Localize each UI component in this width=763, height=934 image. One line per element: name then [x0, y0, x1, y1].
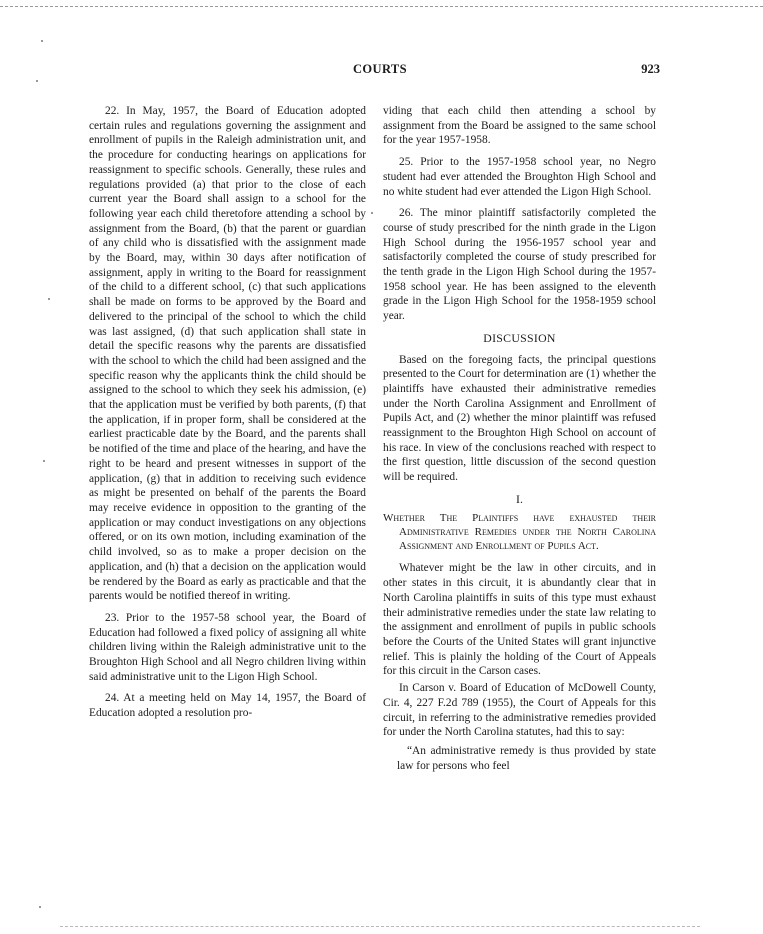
- scan-speck: [36, 80, 38, 82]
- block-quote: “An administrative remedy is thus provided by state law for persons who feel: [397, 744, 656, 772]
- discussion-heading: DISCUSSION: [483, 330, 556, 345]
- scan-speck: [43, 460, 45, 462]
- paragraph-whatever: Whatever might be the law in other circuits, and in other states in this circuit, it is abundantly clear that in North Carolina plaintiffs in suits of this type must exhaust their administrative remedies under the state law relating to the assignment and enrollment of pupils in public schools before the Courts of the United States will grant injunctive relief. This is plainly the holding of the Court of Appeals for this circuit in the Carson cases.: [383, 562, 656, 678]
- left-column: [89, 104, 366, 728]
- running-header-title: COURTS: [352, 62, 408, 76]
- paragraph-24-continued: viding that each child then attending a school by assignment from the Board be assigned to the same school for the year 1957-1958.: [383, 105, 656, 147]
- paragraph-carson: In Carson v. Board of Education of McDowell County, Cir. 4, 227 F.2d 789 (1955), the Court of Appeals for this circuit, in referring to the administrative remedies provided for under the North Carolina statutes, had this to say:: [383, 682, 656, 739]
- paragraph-25: 25. Prior to the 1957-1958 school year, no Negro student had ever attended the Broughton High School and no white student had ever attended the Ligon High School.: [383, 156, 656, 198]
- paragraph-26: 26. The minor plaintiff satisfactorily completed the course of study prescribed for the ninth grade in the Ligon High School during the 1956-1957 school year and satisfactorily completed the course of study prescribed for the tenth grade in the Ligon High School during the 1957-1958 school year. He has been assigned to the eleventh grade in the Ligon High School for the 1958-1959 school year.: [383, 207, 656, 323]
- scan-speck: [371, 212, 373, 214]
- paragraph-22: 22. In May, 1957, the Board of Education adopted certain rules and regulations governing the assignment and enrollment of pupils in the Raleigh administration unit, and the procedure for conducting hearings on applications for reassignment to specific schools. Generally, these rules and regulations provided (a) that prior to the close of each current year the Board shall assign to a school for the following year each child theretofore attending a school by assignment from the Board, (b) that the parent or guardian of any child who is dissatisfied with the assignment made by the Board, may, within 30 days after notification of assignment, apply in writing to the Board for reassignment of the child to a different school, (c) that such applications shall be made on forms to be approved by the Board and delivered to the principal of the school to which the child was last assigned, (d) that such application shall state in detail the specific reasons why the parents are dissatisfied with the school to which the child had been assigned and the specific reason why the applicants think the child should be assigned to the school to which they seek his admission, (e) that the application must be verified by both parents, (f) that the application, if in proper form, shall be considered at the earliest practicable date by the Board, and the parents shall be notified of the time and place of the hearing, and have the right to be heard and present witnesses in support of the application, (g) that in addition to receiving such evidence as might be presented on behalf of the parents the Board may receive evidence in opposition to the granting of the application or may conduct investigations on any objections offered, or on its own motion, including examination of the child involved, so as to make a proper decision on the application, and (h) that a decision on the application would be rendered by the Board as early as practicable and that the parents would be notified thereof in writing.: [89, 105, 366, 603]
- paragraph-23: 23. Prior to the 1957-58 school year, the Board of Education had followed a fixed policy of assigning all white children living within the Raleigh administrative unit to the Broughton High School and all Negro children living within said administrative unit to the Ligon High School.: [89, 611, 366, 683]
- scan-speck: [41, 40, 43, 42]
- paragraph-24-start: 24. At a meeting held on May 14, 1957, the Board of Education adopted a resolution pro-: [89, 692, 366, 720]
- scan-speck: [48, 298, 50, 300]
- right-column: [383, 104, 656, 773]
- page-number: 923: [641, 62, 660, 76]
- section-number: I.: [516, 491, 523, 506]
- issue-heading: Whether The Plaintiffs have exhausted their Administrative Remedies under the North Carolina Assignment and Enrollment of Pupils Act.: [383, 511, 656, 553]
- bottom-scan-rule: [60, 926, 700, 927]
- discussion-paragraph: Based on the foregoing facts, the principal questions presented to the Court for determination are (1) whether the plaintiffs have exhausted their administrative remedies under the North Carolina Assignment and Enrollment of Pupils Act, and (2) whether the minor plaintiff was refused reassignment to the Broughton High School on account of his race. In view of the conclusions reached with respect to the first question, little discussion of the second question will be required.: [383, 353, 656, 484]
- top-scan-rule: [0, 6, 763, 7]
- scan-speck: [39, 906, 41, 908]
